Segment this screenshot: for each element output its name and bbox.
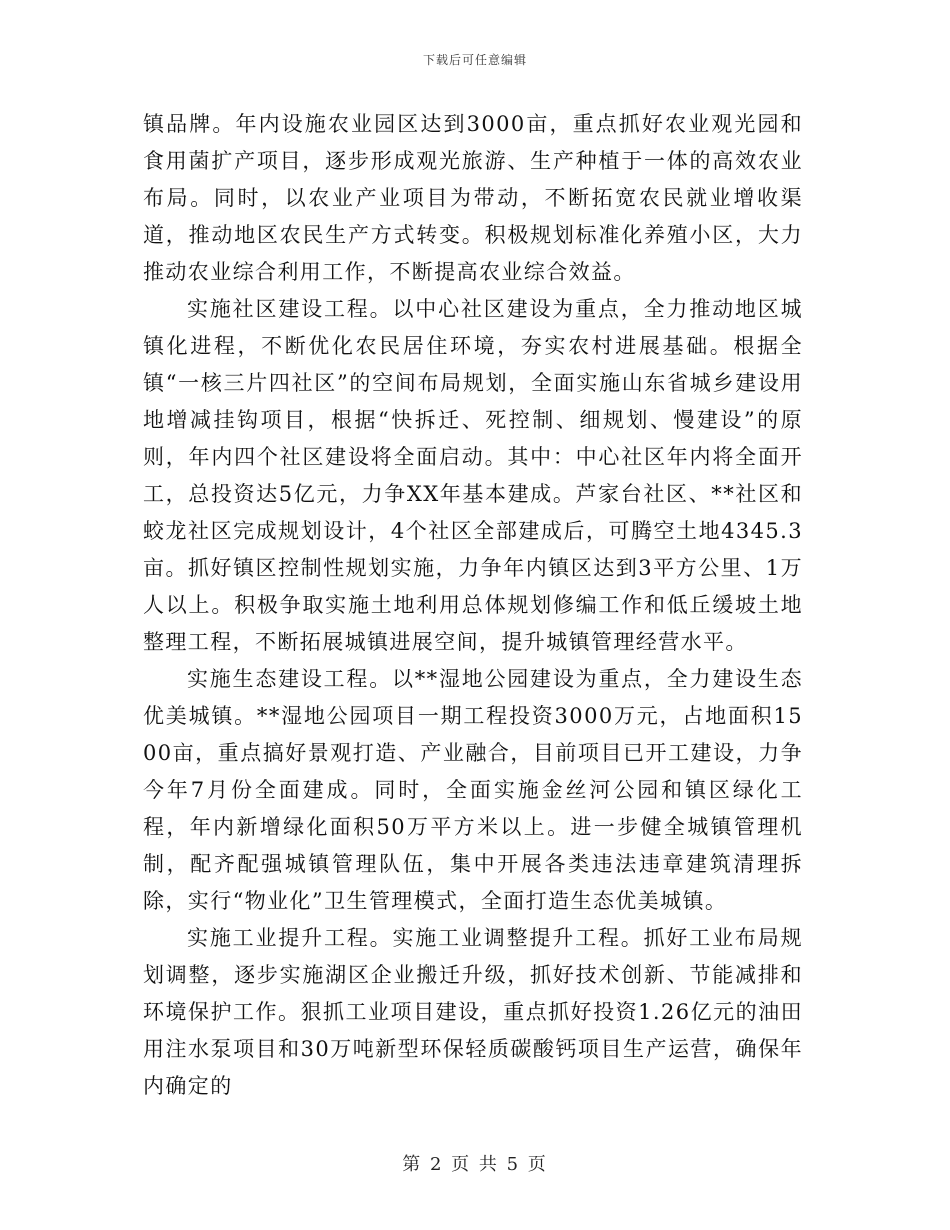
paragraph-3: 实施生态建设工程。以**湿地公园建设为重点，全力建设生态优美城镇。**湿地公园项目一期工程投资3000万元，占地面积1500亩，重点搞好景观打造、产业融合，目前项目已开工建设，力争今年7月份全面建成。同时，全面实施金丝河公园和镇区绿化工程，年内新增绿化面积50万平方米以上。进一步健全城镇管理机制，配齐配强城镇管理队伍，集中开展各类违法违章建筑清理拆除，实行“物业化”卫生管理模式，全面打造生态优美城镇。 [143,667,803,913]
paragraph-2: 实施社区建设工程。以中心社区建设为重点，全力推动地区城镇化进程，不断优化农民居住环境，夯实农村进展基础。根据全镇“一核三片四社区”的空间布局规划，全面实施山东省城乡建设用地增减挂钩项目，根据“快拆迁、死控制、细规划、慢建设”的原则，年内四个社区建设将全面启动。其中：中心社区年内将全面开工，总投资达5亿元，力争XX年基本建成。芦家台社区、**社区和蛟龙社区完成规划设计，4个社区全部建成后，可腾空土地4345.3亩。抓好镇区控制性规划实施，力争年内镇区达到3平方公里、1万人以上。积极争取实施土地利用总体规划修编工作和低丘缓坡土地整理工程，不断拓展城镇进展空间，提升城镇管理经营水平。 [143,297,803,654]
page-number: 第 2 页 共 5 页 [402,1154,548,1175]
paragraph-4: 实施工业提升工程。实施工业调整提升工程。抓好工业布局规划调整，逐步实施湖区企业搬迁升级，抓好技术创新、节能减排和环境保护工作。狠抓工业项目建设，重点抓好投资1.26亿元的油田用注水泵项目和30万吨新型环保轻质碳酸钙项目生产运营，确保年内确定的 [143,926,803,1098]
document-body [143,106,803,1105]
page-header-note: 下载后可任意编辑 [422,53,527,67]
paragraph-1: 镇品牌。年内设施农业园区达到3000亩，重点抓好农业观光园和食用菌扩产项目，逐步形成观光旅游、生产种植于一体的高效农业布局。同时，以农业产业项目为带动，不断拓宽农民就业增收渠道，推动地区农民生产方式转变。积极规划标准化养殖小区，大力推动农业综合利用工作，不断提高农业综合效益。 [143,112,803,284]
